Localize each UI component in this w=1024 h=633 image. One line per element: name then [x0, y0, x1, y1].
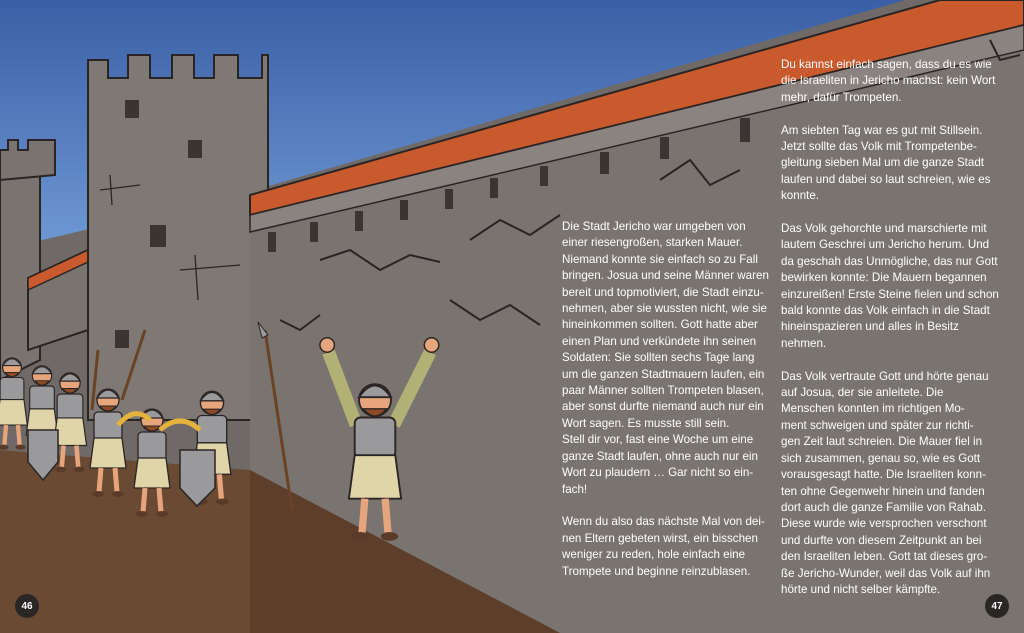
page-number-left: 46	[15, 594, 39, 618]
right-paragraph-1: Du kannst einfach sagen, dass du es wie die Israeliten in Jericho machst: kein Wort mehr, dafür Trompeten.	[781, 58, 996, 104]
page-number-right: 47	[985, 594, 1009, 618]
right-paragraph-2: Am siebten Tag war es gut mit Stillsein. Jetzt sollte das Volk mit Trompetenbe- gleitung sieben Mal um die ganze Stadt laufen und dabei so laut schreien, wie es konnte.	[781, 123, 991, 203]
right-paragraph-4: Das Volk vertraute Gott und hörte genau auf Josua, der sie anleitete. Die Menschen konnten im richtigen Mo- ment schweigen und später zur richti- gen Zeit laut schreien. Die Mauer fiel in sich zusammen, genau so, wie es Gott vorausgesagt hatte. Die Israeliten konn- ten ohne Gegenwehr hinein und fanden dort auch die ganze Familie von Rahab. Diese wurde wie versprochen verschont und durfte von diesem Zeitpunkt an bei den Israeliten leben. Gott tat dieses gro- ße Jericho-Wunder, weil das Volk auf ihn hörte und nicht selber kämpfte.	[781, 369, 991, 596]
left-page-text	[562, 219, 772, 596]
right-paragraph-3: Das Volk gehorchte und marschierte mit lautem Geschrei um Jericho herum. Und da geschah das Unmögliche, das nur Gott bewirken konnte: Die Mauern begannen einzureißen! Erste Steine fielen und schon bald konnte das Volk einfach in die Stadt hineinspazieren und alles in Besitz nehmen.	[781, 222, 999, 350]
right-page-text	[781, 57, 999, 615]
left-paragraph-2: Wenn du also das nächste Mal von dei- nen Eltern gebeten wirst, ein bisschen weniger zu reden, hole einfach eine Trompete und beginne reinzublasen.	[562, 515, 765, 578]
left-paragraph-1: Die Stadt Jericho war umgeben von einer riesengroßen, starken Mauer. Niemand konnte sie einfach so zu Fall bringen. Josua und seine Männer waren bereit und topmotiviert, die Stadt einzu- nehmen, aber sie wussten nicht, wie sie hineinkommen sollten. Gott hatte aber einen Plan und verkündete ihn seinen Soldaten: Sie sollten sechs Tage lang um die ganzen Stadtmauern laufen, ein paar Männer sollten Trompeten blasen, aber sonst durfte niemand auch nur ein Wort sagen. Es musste still sein. Stell dir vor, fast eine Woche um eine ganze Stadt laufen, ohne auch nur ein Wort zu plaudern … Gar nicht so ein- fach!	[562, 220, 769, 496]
